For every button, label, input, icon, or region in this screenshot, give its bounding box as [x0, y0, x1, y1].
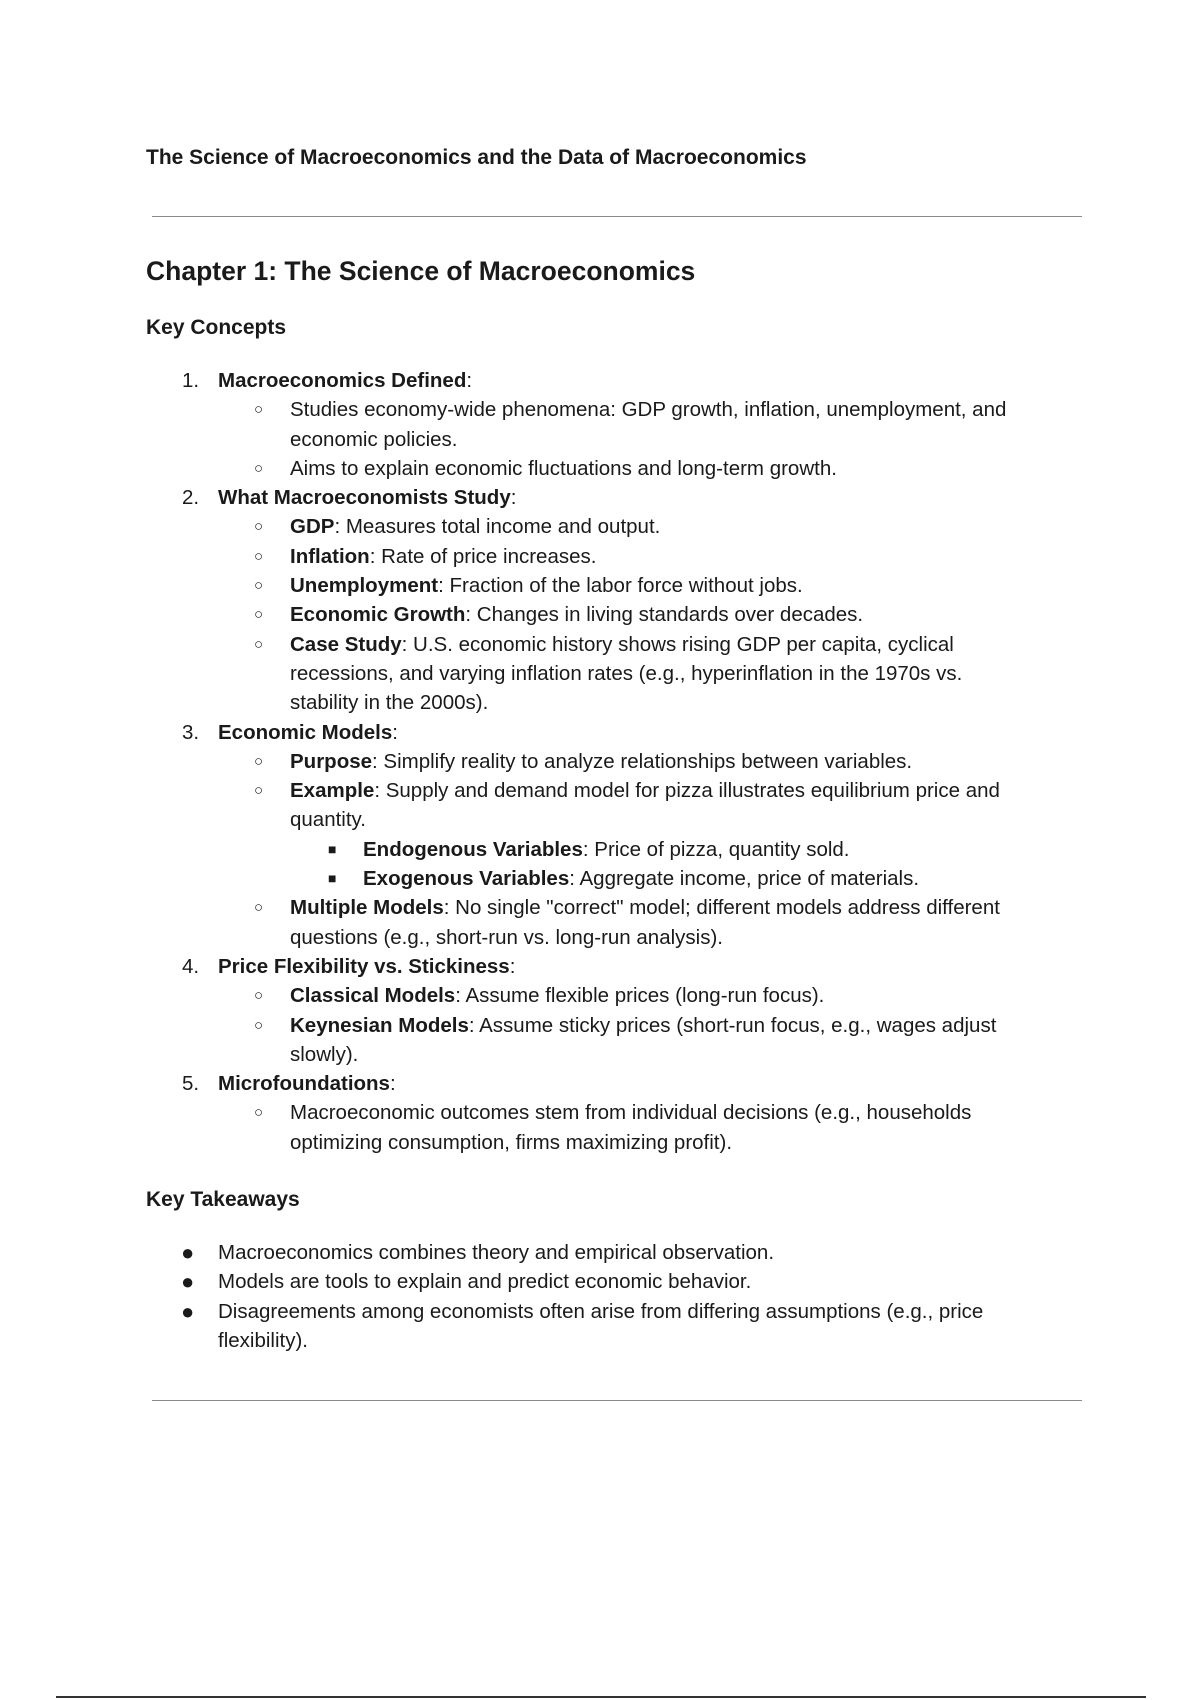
subitem-text: : Fraction of the labor force without jobs. — [438, 574, 803, 598]
open-circle-bullet-icon: ○ — [254, 401, 264, 419]
concept-subitem — [146, 512, 1086, 541]
variable-text: : Price of pizza, quantity sold. — [582, 837, 850, 861]
list-number: 3. — [182, 720, 200, 744]
concept-subitem — [146, 981, 1086, 1010]
variable-term: Exogenous Variables — [363, 867, 570, 891]
subitem-text: : Supply and demand model for pizza illustrates equilibrium price and — [374, 779, 1000, 803]
concept-subitem — [146, 395, 1086, 424]
subitem-text: Macroeconomic outcomes stem from individual decisions (e.g., households — [290, 1101, 972, 1125]
concept-subitem — [146, 893, 1086, 922]
concept-subitem — [146, 1098, 1086, 1127]
concept-subitem — [146, 630, 1086, 659]
concept-title: Macroeconomics Defined — [218, 369, 467, 392]
open-circle-bullet-icon: ○ — [254, 1104, 264, 1122]
subitem-text: stability in the 2000s). — [290, 691, 489, 715]
concept-subitem — [146, 747, 1086, 776]
subitem-term: Unemployment — [290, 574, 439, 598]
open-circle-bullet-icon: ○ — [254, 547, 264, 565]
subitem-text: : U.S. economic history shows rising GDP per capita, cyclical — [401, 632, 954, 656]
concept-item — [146, 718, 1086, 747]
chapter-heading: Chapter 1: The Science of Macroeconomics — [146, 256, 696, 286]
variable-term: Endogenous Variables — [363, 837, 583, 861]
concept-item — [146, 483, 1086, 512]
square-bullet-icon: ■ — [328, 870, 337, 887]
concept-subitem — [146, 571, 1086, 600]
open-circle-bullet-icon: ○ — [254, 577, 264, 595]
subitem-text: Studies economy-wide phenomena: GDP growth, inflation, unemployment, and — [290, 398, 1007, 422]
open-circle-bullet-icon: ○ — [254, 752, 264, 770]
takeaway-item — [146, 1297, 1086, 1326]
variable-text: : Aggregate income, price of materials. — [569, 867, 920, 891]
open-circle-bullet-icon: ○ — [254, 1016, 264, 1034]
concept-title-punct: : — [392, 720, 398, 744]
subitem-term: Example — [290, 779, 375, 803]
open-circle-bullet-icon: ○ — [254, 459, 264, 477]
open-circle-bullet-icon: ○ — [254, 518, 264, 536]
list-number: 4. — [182, 954, 200, 978]
concept-subitem-continuation — [146, 805, 1086, 834]
subitem-text: slowly). — [290, 1042, 359, 1066]
subitem-term: Economic Growth — [290, 603, 466, 627]
bullet-icon: ● — [181, 1298, 195, 1324]
list-number: 2. — [182, 486, 200, 510]
concept-subitem-continuation — [146, 659, 1086, 688]
concept-item — [146, 1069, 1086, 1098]
list-number: 5. — [182, 1072, 200, 1096]
subitem-text: quantity. — [290, 808, 366, 832]
concept-title-punct: : — [510, 486, 517, 510]
takeaway-text: Models are tools to explain and predict economic behavior. — [218, 1270, 752, 1294]
concept-title: Microfoundations — [218, 1072, 390, 1096]
takeaway-text: Macroeconomics combines theory and empirical observation. — [218, 1241, 775, 1264]
subitem-text: optimizing consumption, firms maximizing profit). — [290, 1130, 733, 1154]
bullet-icon: ● — [181, 1269, 195, 1295]
subitem-text: : Rate of price increases. — [369, 544, 597, 568]
key-concepts-list — [146, 366, 1086, 1157]
concept-title: Economic Models — [218, 720, 393, 744]
concept-subitem — [146, 600, 1086, 629]
concept-subitem-continuation — [146, 688, 1086, 717]
subitem-text: : Changes in living standards over decades. — [465, 603, 864, 627]
subitem-term: Case Study — [290, 632, 402, 656]
list-number: 1. — [182, 369, 200, 392]
concept-title-punct: : — [389, 1072, 396, 1096]
subitem-text: : No single "correct" model; different models address different — [443, 896, 1000, 920]
subitem-term: Inflation — [290, 544, 370, 568]
subitem-text: : Simplify reality to analyze relationships between variables. — [372, 749, 913, 773]
page-bottom-border — [56, 1696, 1146, 1698]
concept-title: Price Flexibility vs. Stickiness — [218, 954, 510, 978]
concept-subitem — [146, 542, 1086, 571]
horizontal-rule-top — [152, 216, 1082, 217]
key-takeaways-heading: Key Takeaways — [146, 1188, 300, 1211]
concept-title: What Macroeconomists Study — [218, 486, 511, 510]
concept-subitem — [146, 1011, 1086, 1040]
horizontal-rule-middle — [152, 1400, 1082, 1401]
subitem-text: : Measures total income and output. — [334, 515, 661, 539]
concept-item — [146, 366, 1086, 395]
subitem-term: Keynesian Models — [290, 1013, 469, 1037]
concept-subitem-continuation — [146, 1128, 1086, 1157]
subitem-term: Classical Models — [290, 984, 456, 1008]
open-circle-bullet-icon: ○ — [254, 635, 264, 653]
open-circle-bullet-icon: ○ — [254, 899, 264, 917]
bullet-icon: ● — [181, 1240, 195, 1265]
subitem-text: recessions, and varying inflation rates (e.g., hyperinflation in the 1970s vs. — [290, 661, 963, 685]
concept-subitem-continuation — [146, 923, 1086, 952]
takeaway-text: Disagreements among economists often arise from differing assumptions (e.g., price — [218, 1299, 984, 1323]
key-takeaways-list — [146, 1238, 1086, 1355]
document-title: The Science of Macroeconomics and the Data of Macroeconomics — [146, 146, 807, 169]
subitem-term: Purpose — [290, 749, 373, 773]
subitem-term: GDP — [290, 515, 335, 539]
takeaway-item — [146, 1267, 1086, 1296]
subitem-text: : Assume sticky prices (short-run focus, e.g., wages adjust — [468, 1013, 997, 1037]
variable-item — [146, 864, 1086, 893]
takeaway-continuation — [146, 1326, 1086, 1355]
variable-item — [146, 835, 1086, 864]
open-circle-bullet-icon: ○ — [254, 606, 264, 624]
subitem-text: Aims to explain economic fluctuations and long-term growth. — [290, 456, 837, 480]
open-circle-bullet-icon: ○ — [254, 782, 264, 800]
concept-title-punct: : — [509, 954, 516, 978]
subitem-text: economic policies. — [290, 427, 458, 451]
concept-subitem — [146, 454, 1086, 483]
square-bullet-icon: ■ — [328, 840, 337, 857]
concept-subitem-continuation — [146, 1040, 1086, 1069]
open-circle-bullet-icon: ○ — [254, 987, 264, 1005]
subitem-term: Multiple Models — [290, 896, 444, 920]
concept-subitem-continuation — [146, 425, 1086, 454]
takeaway-item — [146, 1238, 1086, 1267]
key-concepts-heading: Key Concepts — [146, 316, 287, 339]
concept-title-punct: : — [466, 369, 473, 392]
takeaway-text: flexibility). — [218, 1328, 308, 1352]
subitem-text: : Assume flexible prices (long-run focus). — [455, 984, 825, 1008]
concept-subitem — [146, 776, 1086, 805]
concept-item — [146, 952, 1086, 981]
subitem-text: questions (e.g., short-run vs. long-run analysis). — [290, 925, 723, 949]
